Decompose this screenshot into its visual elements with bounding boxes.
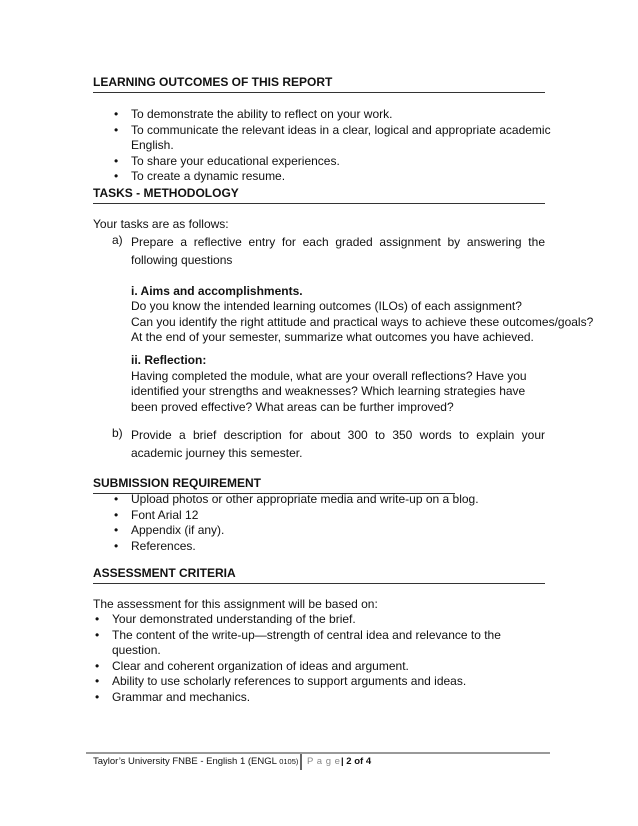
list-item: • To share your educational experiences.: [131, 154, 551, 170]
list-item: • To demonstrate the ability to reflect on your work.: [131, 107, 551, 123]
footer-course-name: Taylor’s University FNBE - English 1 (ENGL: [93, 756, 277, 767]
submission-heading: SUBMISSION REQUIREMENT: [93, 476, 455, 494]
list-item: • To communicate the relevant ideas in a clear, logical and appropriate academic English.: [131, 123, 551, 154]
list-item: • Appendix (if any).: [131, 523, 531, 539]
list-item: • To create a dynamic resume.: [131, 169, 551, 185]
footer-page-number: | 2 of 4: [341, 756, 372, 767]
aims-line-2: Can you identify the right attitude and practical ways to achieve these outcomes/goals?: [131, 314, 594, 329]
assessment-list: [112, 612, 552, 705]
reflection-title: ii. Reflection:: [131, 353, 207, 367]
footer-course: [93, 756, 298, 768]
footer-rule: [86, 752, 550, 754]
aims-line-1: Do you know the intended learning outcomes (ILOs) of each assignment?: [131, 299, 522, 313]
list-item: • Grammar and mechanics.: [112, 690, 552, 706]
learning-outcomes-list: [131, 107, 551, 185]
list-item: • The content of the write-up—strength of central idea and relevance to the question.: [112, 628, 552, 659]
task-a-marker: a): [112, 233, 123, 247]
list-item: • Font Arial 12: [131, 508, 531, 524]
task-b-marker: b): [112, 426, 123, 440]
assessment-intro: The assessment for this assignment will be based on:: [93, 597, 378, 611]
list-item: • Clear and coherent organization of ideas and argument.: [112, 659, 552, 675]
aims-title: i. Aims and accomplishments.: [131, 284, 303, 298]
footer-course-code: 0105): [279, 757, 299, 766]
footer-divider: [300, 754, 302, 770]
reflection-text: Having completed the module, what are your overall reflections? Have you identified your strengths and weaknesses? Which learning strategies have been proved effective? What areas can be further improved?: [131, 368, 527, 414]
assessment-heading: ASSESSMENT CRITERIA: [93, 566, 545, 584]
list-item: • Your demonstrated understanding of the brief.: [112, 612, 552, 628]
task-a-text: Prepare a reflective entry for each graded assignment by answering the following questions: [131, 235, 545, 267]
learning-outcomes-heading: LEARNING OUTCOMES OF THIS REPORT: [93, 75, 545, 93]
list-item: • Upload photos or other appropriate media and write-up on a blog.: [131, 492, 531, 508]
footer-page-word: P a g e: [307, 756, 341, 767]
tasks-intro: Your tasks are as follows:: [93, 217, 229, 231]
aims-line-3: At the end of your semester, summarize what outcomes you have achieved.: [131, 330, 534, 344]
list-item: • References.: [131, 539, 531, 555]
submission-list: [131, 492, 531, 554]
task-b-text: Provide a brief description for about 300 to 350 words to explain your academic journey this semester.: [131, 428, 545, 460]
tasks-heading: TASKS - METHODOLOGY: [93, 186, 545, 204]
list-item: • Ability to use scholarly references to support arguments and ideas.: [112, 674, 552, 690]
